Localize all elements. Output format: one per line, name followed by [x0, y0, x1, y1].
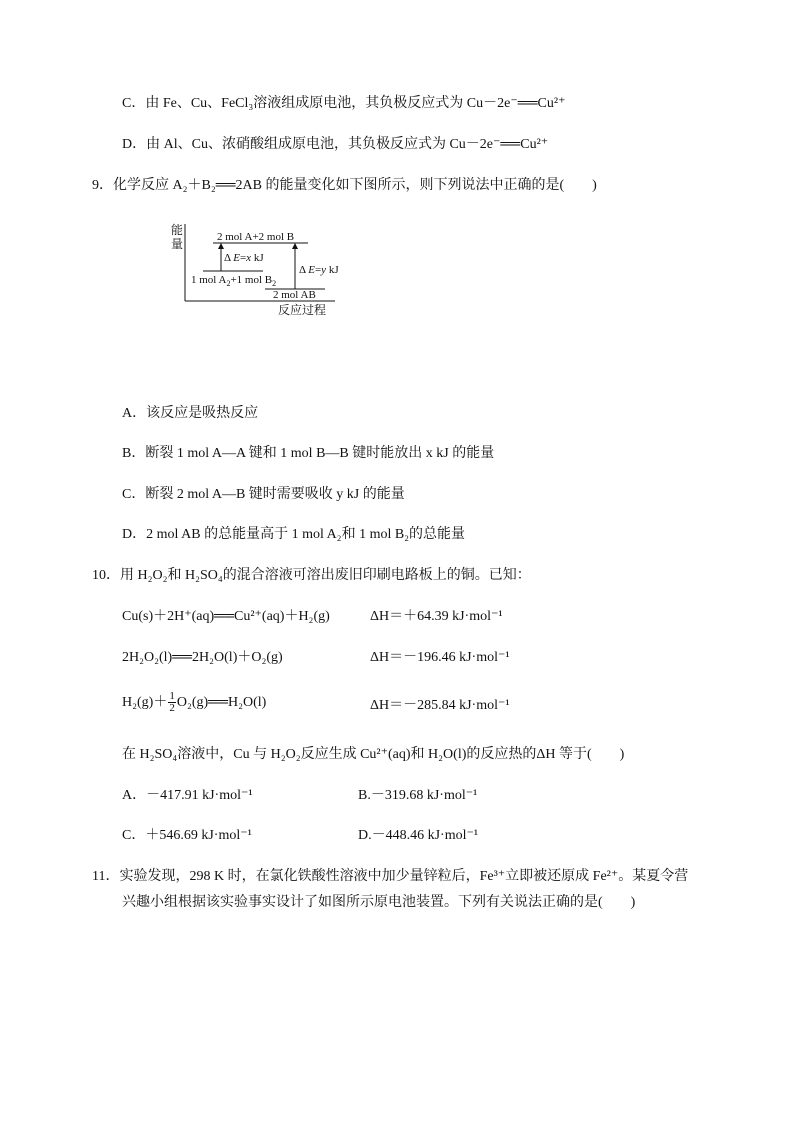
q11-line-1: 11．实验发现，298 K 时，在氯化铁酸性溶液中加少量锌粒后，Fe³⁺立即被还原成 Fe²⁺。某夏令营: [92, 869, 689, 884]
y-axis-label-char1: 能: [171, 223, 184, 237]
q9-option-d: D．2 mol AB 的总能量高于 1 mol A₂和 1 mol B₂的总能量: [122, 527, 466, 542]
q10-delta-h-3: ΔH＝－285.84 kJ·mol⁻¹: [370, 698, 510, 713]
q8-option-c: C．由 Fe、Cu、FeCl₃溶液组成原电池，其负极反应式为 Cu－2e⁻══Cu²⁺: [122, 96, 566, 111]
q10-equation-1: Cu(s)＋2H⁺(aq)══Cu²⁺(aq)＋H₂(g): [122, 609, 330, 624]
q10-delta-h-2: ΔH＝－196.46 kJ·mol⁻¹: [370, 650, 510, 665]
q9-stem: 9．化学反应 A₂＋B₂══2AB 的能量变化如下图所示，则下列说法中正确的是( ): [92, 178, 597, 193]
fraction-numerator: 1: [169, 690, 175, 703]
bottom-level-label: 2 mol AB: [273, 289, 316, 301]
x-axis-label: 反应过程: [278, 303, 327, 317]
mid-level-label: 1 mol $A_2+1$ mol $B_2$: [191, 274, 277, 288]
q9-option-a: A．该反应是吸热反应: [122, 406, 259, 421]
q10-option-b: B.－319.68 kJ·mol⁻¹: [358, 788, 478, 803]
q10-eq3-part2: O₂(g)══H₂O(l): [176, 695, 267, 710]
energy-diagram: [165, 218, 365, 322]
q9-option-b: B．断裂 1 mol A—A 键和 1 mol B—B 键时能放出 x kJ 的能量: [122, 446, 495, 461]
q9-option-c: C．断裂 2 mol A—B 键时需要吸收 y kJ 的能量: [122, 487, 405, 502]
delta-x-label: Δ E=x kJ: [224, 252, 264, 264]
delta-y-arrowhead: [292, 243, 298, 249]
q11-line-2: 兴趣小组根据该实验事实设计了如图所示原电池装置。下列有关说法正确的是( ): [122, 895, 636, 910]
q10-eq3-part1: H₂(g)＋: [122, 695, 168, 710]
q10-option-a: A．－417.91 kJ·mol⁻¹: [122, 788, 253, 803]
q10-option-c: C．＋546.69 kJ·mol⁻¹: [122, 828, 252, 843]
q10-question: 在 H₂SO₄溶液中，Cu 与 H₂O₂反应生成 Cu²⁺(aq)和 H₂O(l)的反应热的ΔH 等于( ): [122, 747, 625, 762]
delta-y-label: Δ E=y kJ: [299, 264, 339, 276]
fraction-half: [168, 691, 176, 714]
q10-equation-3: [122, 690, 266, 716]
q10-equation-2: 2H₂O₂(l)══2H₂O(l)＋O₂(g): [122, 650, 283, 665]
q10-stem: 10．用 H₂O₂和 H₂SO₄的混合溶液可溶出废旧印刷电路板上的铜。已知：: [92, 568, 531, 583]
delta-x-arrowhead: [218, 243, 224, 249]
q8-option-d: D．由 Al、Cu、浓硝酸组成原电池，其负极反应式为 Cu－2e⁻══Cu²⁺: [122, 137, 549, 152]
q10-option-d: D.－448.46 kJ·mol⁻¹: [358, 828, 479, 843]
q10-delta-h-1: ΔH＝＋64.39 kJ·mol⁻¹: [370, 609, 503, 624]
y-axis-label-char2: 量: [171, 237, 184, 251]
top-level-label: 2 mol A+2 mol B: [217, 231, 295, 243]
fraction-denominator: 2: [169, 702, 175, 715]
